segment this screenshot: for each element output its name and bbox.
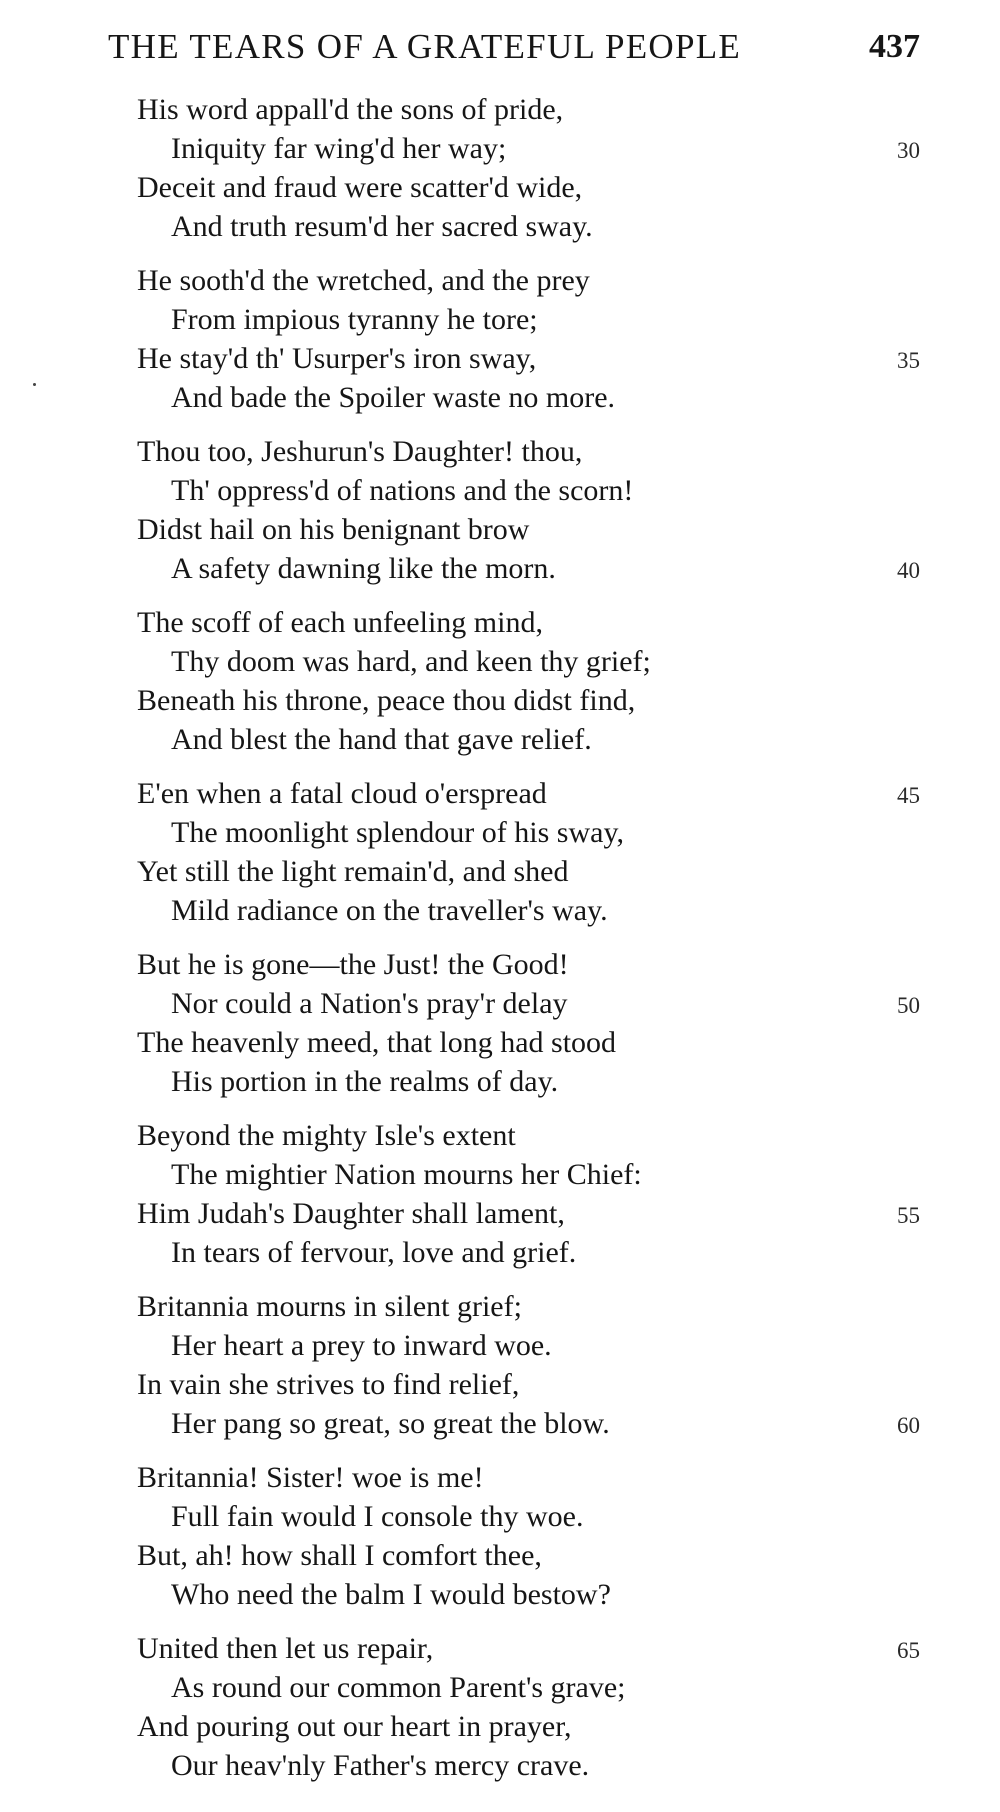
verse-line [137, 603, 920, 642]
verse-line-text: His portion in the realms of day. [171, 1065, 559, 1098]
verse-line-text: But, ah! how shall I comfort thee, [137, 1539, 542, 1572]
verse-line [137, 339, 920, 378]
stanza [137, 1287, 920, 1443]
verse-line-text: As round our common Parent's grave; [171, 1671, 626, 1704]
verse-line-text: Britannia! Sister! woe is me! [137, 1461, 484, 1494]
verse-line-text: Beneath his throne, peace thou didst find, [137, 684, 636, 717]
page-speck [33, 383, 36, 386]
verse-line [137, 510, 920, 549]
verse-line [137, 1404, 920, 1443]
stanza [137, 1116, 920, 1272]
verse-line [137, 1155, 920, 1194]
stanza [137, 1458, 920, 1614]
verse-line-text: The mightier Nation mourns her Chief: [171, 1158, 642, 1191]
line-number: 40 [897, 558, 920, 583]
verse-line [137, 1707, 920, 1746]
verse-line [137, 681, 920, 720]
verse-line-text: He stay'd th' Usurper's iron sway, [137, 342, 537, 375]
verse-line-text: And blest the hand that gave relief. [171, 723, 592, 756]
page-number: 437 [869, 28, 920, 65]
verse-line [137, 891, 920, 930]
verse-line [137, 129, 920, 168]
verse-line-text: Her pang so great, so great the blow. [171, 1407, 610, 1440]
verse-line-text: Deceit and fraud were scatter'd wide, [137, 171, 583, 204]
line-number: 60 [897, 1413, 920, 1438]
line-number: 30 [897, 138, 920, 163]
verse-line-text: Full fain would I console thy woe. [171, 1500, 584, 1533]
verse-line-text: United then let us repair, [137, 1632, 434, 1665]
verse-line-text: The moonlight splendour of his sway, [171, 816, 625, 849]
verse-line [137, 984, 920, 1023]
verse-line-text: The scoff of each unfeeling mind, [137, 606, 543, 639]
verse-line-text: His word appall'd the sons of pride, [137, 93, 564, 126]
verse-line-text: But he is gone—the Just! the Good! [137, 948, 569, 981]
verse-line [137, 1746, 920, 1785]
verse-line-text: Our heav'nly Father's mercy crave. [171, 1749, 590, 1782]
verse-line-text: And truth resum'd her sacred sway. [171, 210, 593, 243]
verse-line [137, 1458, 920, 1497]
verse-line [137, 945, 920, 984]
stanza [137, 261, 920, 417]
running-head [108, 22, 920, 72]
running-title: THE TEARS OF A GRATEFUL PEOPLE [108, 27, 742, 66]
line-number: 45 [897, 783, 920, 808]
verse-line-text: Th' oppress'd of nations and the scorn! [171, 474, 634, 507]
verse-line [137, 549, 920, 588]
verse-line [137, 1233, 920, 1272]
verse-line [137, 261, 920, 300]
verse-line-text: In tears of fervour, love and grief. [171, 1236, 577, 1269]
verse-line [137, 1023, 920, 1062]
verse-line-text: E'en when a fatal cloud o'erspread [137, 777, 547, 810]
verse-line [137, 1668, 920, 1707]
poem-body [137, 90, 920, 1800]
verse-line [137, 1326, 920, 1365]
verse-line [137, 720, 920, 759]
verse-line [137, 207, 920, 246]
verse-line-text: Mild radiance on the traveller's way. [171, 894, 608, 927]
verse-line-text: From impious tyranny he tore; [171, 303, 538, 336]
verse-line [137, 90, 920, 129]
verse-line [137, 1194, 920, 1233]
verse-line-text: And bade the Spoiler waste no more. [171, 381, 616, 414]
verse-line [137, 642, 920, 681]
verse-line [137, 1116, 920, 1155]
verse-line-text: Him Judah's Daughter shall lament, [137, 1197, 565, 1230]
verse-line-text: Thou too, Jeshurun's Daughter! thou, [137, 435, 583, 468]
verse-line-text: Britannia mourns in silent grief; [137, 1290, 522, 1323]
verse-line-text: In vain she strives to find relief, [137, 1368, 520, 1401]
verse-line-text: Nor could a Nation's pray'r delay [171, 987, 568, 1020]
verse-line-text: And pouring out our heart in prayer, [137, 1710, 572, 1743]
verse-line [137, 471, 920, 510]
verse-line-text: Didst hail on his benignant brow [137, 513, 530, 546]
stanza [137, 1629, 920, 1785]
verse-line [137, 1365, 920, 1404]
verse-line [137, 1629, 920, 1668]
verse-line [137, 813, 920, 852]
verse-line [137, 1287, 920, 1326]
verse-line [137, 432, 920, 471]
verse-line [137, 1536, 920, 1575]
verse-line [137, 300, 920, 339]
line-number: 35 [897, 348, 920, 373]
line-number: 50 [897, 993, 920, 1018]
verse-line-text: The heavenly meed, that long had stood [137, 1026, 617, 1059]
verse-line-text: Iniquity far wing'd her way; [171, 132, 507, 165]
verse-line [137, 378, 920, 417]
verse-line [137, 1575, 920, 1614]
verse-line-text: Yet still the light remain'd, and shed [137, 855, 569, 888]
verse-line [137, 168, 920, 207]
verse-line-text: He sooth'd the wretched, and the prey [137, 264, 590, 297]
verse-line [137, 1497, 920, 1536]
line-number: 55 [897, 1203, 920, 1228]
line-number: 65 [897, 1638, 920, 1663]
verse-line-text: Who need the balm I would bestow? [171, 1578, 611, 1611]
verse-line-text: Beyond the mighty Isle's extent [137, 1119, 516, 1152]
stanza [137, 774, 920, 930]
stanza [137, 603, 920, 759]
stanza [137, 945, 920, 1101]
verse-line-text: Thy doom was hard, and keen thy grief; [171, 645, 651, 678]
verse-line [137, 852, 920, 891]
stanza [137, 90, 920, 246]
verse-line-text: Her heart a prey to inward woe. [171, 1329, 552, 1362]
stanza [137, 432, 920, 588]
verse-line-text: A safety dawning like the morn. [171, 552, 556, 585]
verse-line [137, 1062, 920, 1101]
verse-line [137, 774, 920, 813]
